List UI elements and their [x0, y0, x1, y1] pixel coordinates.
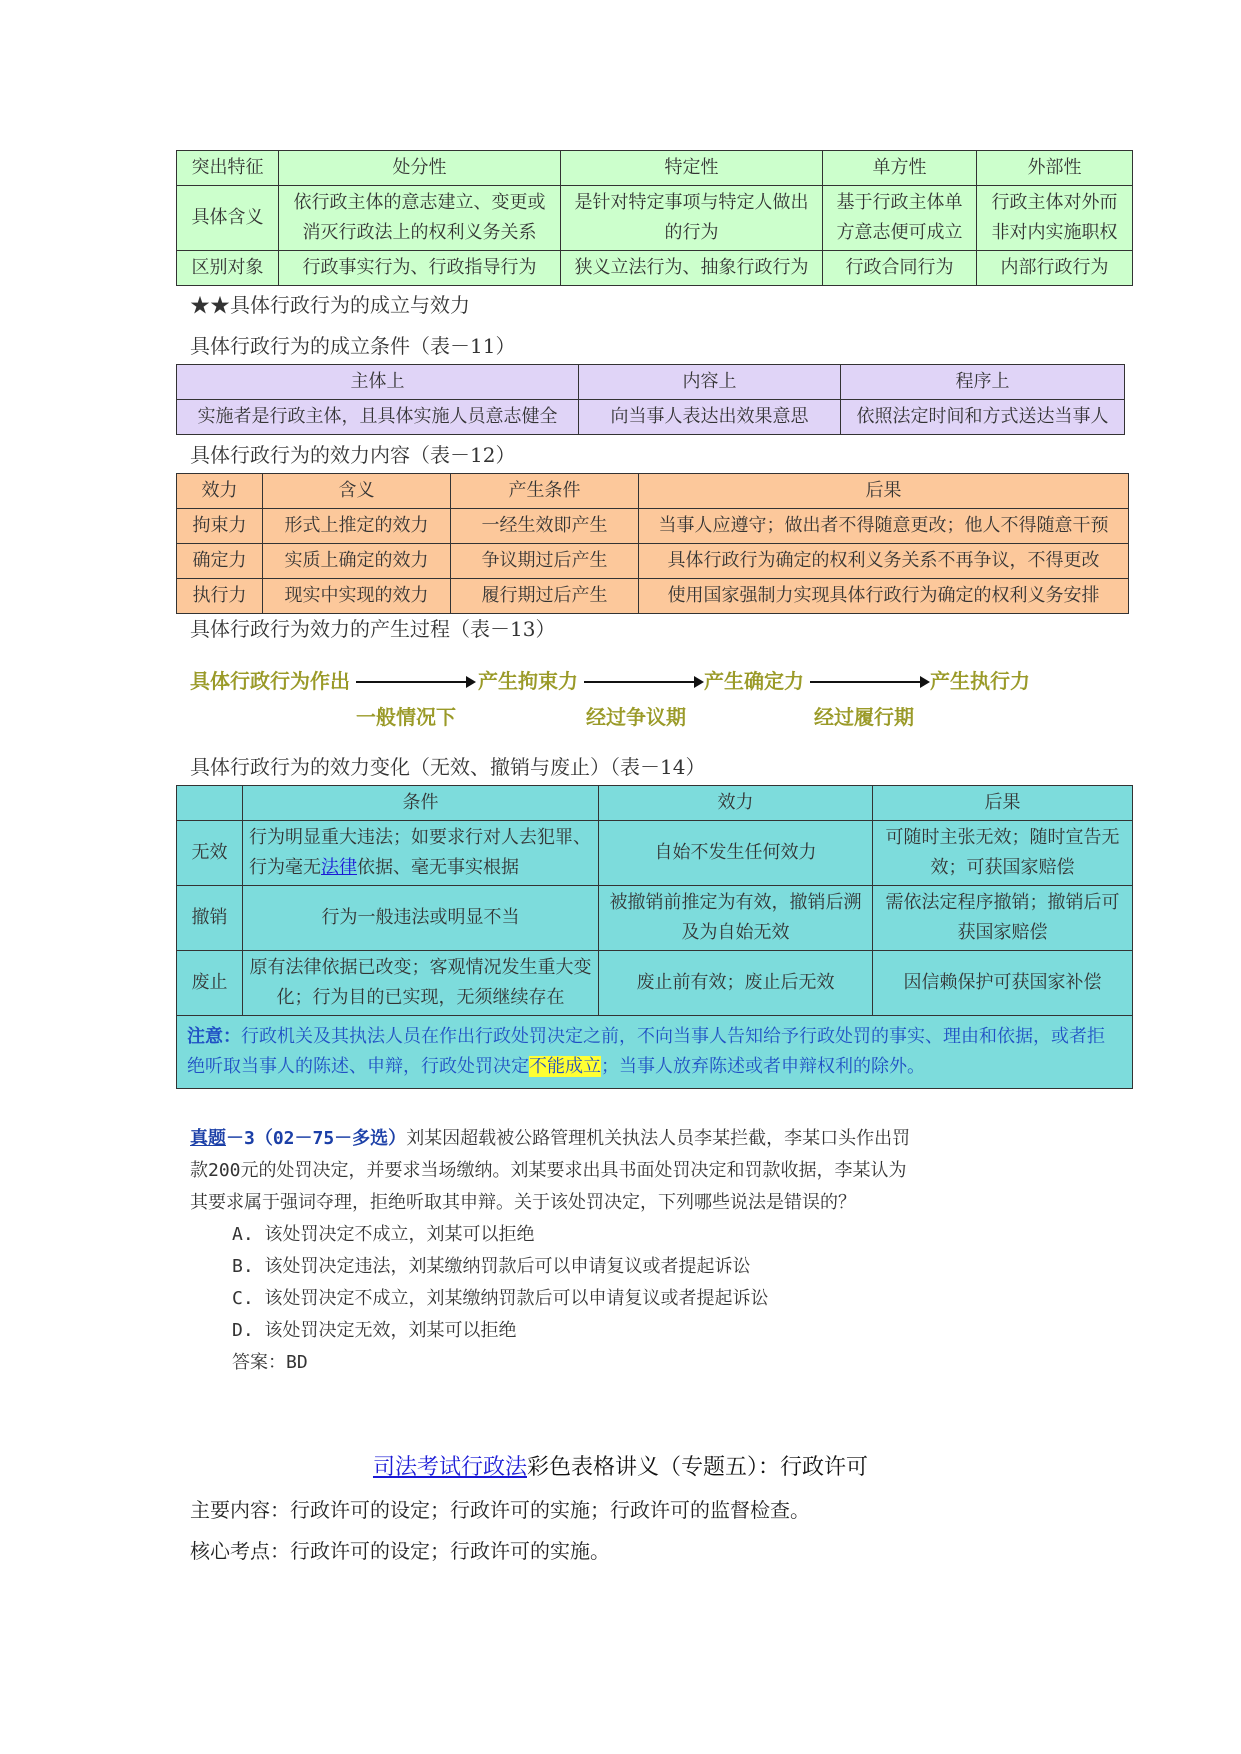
table-11-header-cell: 程序上 [841, 365, 1125, 400]
features-cell: 行政主体对外而非对内实施职权 [977, 186, 1133, 251]
section-title: ★★具体行政行为的成立与效力 [190, 293, 470, 317]
features-header-cell: 单方性 [823, 151, 977, 186]
page-heading [0, 1450, 1241, 1481]
features-cell: 具体含义 [177, 186, 279, 251]
features-header-cell: 处分性 [279, 151, 561, 186]
table-14-note [177, 1016, 1133, 1089]
question-code: －3（02－75－多选） [226, 1128, 407, 1149]
table-14-row-label: 废止 [177, 951, 243, 1016]
features-header-cell: 突出特征 [177, 151, 279, 186]
features-cell: 是针对特定事项与特定人做出的行为 [561, 186, 823, 251]
features-cell: 行政合同行为 [823, 251, 977, 286]
question-option: C. 该处罚决定不成立，刘某缴纳罚款后可以申请复议或者提起诉讼 [232, 1288, 769, 1309]
flow-arrow-line [584, 681, 694, 683]
table-14-header-cell: 效力 [599, 786, 873, 821]
table-11 [176, 364, 1125, 435]
question-stem: 刘某因超载被公路管理机关执法人员李某拦截，李某口头作出罚 [406, 1128, 911, 1149]
condition-text: 行为明显重大违法；如要求行对人去犯罪、行为毫无 [249, 827, 591, 878]
flow-condition: 经过履行期 [814, 705, 914, 729]
table-14-cell [243, 821, 599, 886]
table-14-cell: 废止前有效；废止后无效 [599, 951, 873, 1016]
question-tag-link[interactable]: 真题 [190, 1128, 226, 1149]
question-option: D. 该处罚决定无效，刘某可以拒绝 [232, 1320, 517, 1341]
flow-arrow-line [356, 681, 466, 683]
flow-step: 产生执行力 [930, 669, 1030, 693]
main-content: 主要内容：行政许可的设定；行政许可的实施；行政许可的监督检查。 [190, 1498, 810, 1522]
table-14-row-label: 无效 [177, 821, 243, 886]
table-12-cell: 争议期过后产生 [451, 544, 639, 579]
table-11-cell: 依照法定时间和方式送达当事人 [841, 400, 1125, 435]
table-12-cell: 履行期过后产生 [451, 579, 639, 614]
table-11-cell: 向当事人表达出效果意思 [579, 400, 841, 435]
table-14-header-cell: 条件 [243, 786, 599, 821]
table-14-row-label: 撤销 [177, 886, 243, 951]
table-12-cell: 具体行政行为确定的权利义务关系不再争议，不得更改 [639, 544, 1129, 579]
table-14-header-cell [177, 786, 243, 821]
flow-step: 具体行政行为作出 [190, 669, 350, 693]
table-11-header-cell: 内容上 [579, 365, 841, 400]
note-label: 注意： [187, 1026, 241, 1047]
table-11-cell: 实施者是行政主体，且具体实施人员意志健全 [177, 400, 579, 435]
table-12-cell: 当事人应遵守；做出者不得随意更改；他人不得随意干预 [639, 509, 1129, 544]
table-14-cell: 因信赖保护可获国家补偿 [873, 951, 1133, 1016]
caption-table-13: 具体行政行为效力的产生过程（表－13） [190, 617, 556, 641]
table-14-cell: 自始不发生任何效力 [599, 821, 873, 886]
question-option: A. 该处罚决定不成立，刘某可以拒绝 [232, 1224, 535, 1245]
table-12-header-cell: 效力 [177, 474, 263, 509]
table-12 [176, 473, 1129, 614]
table-12-cell: 执行力 [177, 579, 263, 614]
table-12-cell: 使用国家强制力实现具体行政行为确定的权利义务安排 [639, 579, 1129, 614]
heading-link[interactable]: 司法考试行政法 [372, 1455, 527, 1480]
table-14-cell: 可随时主张无效；随时宣告无效；可获国家赔偿 [873, 821, 1133, 886]
table-12-cell: 形式上推定的效力 [263, 509, 451, 544]
features-cell: 区别对象 [177, 251, 279, 286]
question-stem-line: 其要求属于强词夺理，拒绝听取其申辩。关于该处罚决定，下列哪些说法是错误的？ [190, 1192, 856, 1213]
question-answer: 答案：BD [232, 1352, 308, 1373]
exam-question [190, 1123, 1110, 1379]
table-12-cell: 确定力 [177, 544, 263, 579]
caption-table-12: 具体行政行为的效力内容（表－12） [190, 443, 516, 467]
table-12-header-cell: 后果 [639, 474, 1129, 509]
features-cell: 狭义立法行为、抽象行政行为 [561, 251, 823, 286]
table-14-cell: 行为一般违法或明显不当 [243, 886, 599, 951]
table-14 [176, 785, 1133, 1089]
table-14-header-cell: 后果 [873, 786, 1133, 821]
caption-table-14: 具体行政行为的效力变化（无效、撤销与废止）（表－14） [190, 755, 706, 779]
features-cell: 内部行政行为 [977, 251, 1133, 286]
question-stem-line [190, 1123, 1110, 1155]
features-cell: 依行政主体的意志建立、变更或消灭行政法上的权利义务关系 [279, 186, 561, 251]
flow-step: 产生拘束力 [478, 669, 578, 693]
features-header-cell: 外部性 [977, 151, 1133, 186]
table-14-cell: 被撤销前推定为有效，撤销后溯及为自始无效 [599, 886, 873, 951]
note-text: 行政机关及其执法人员在作出行政处罚决定之前，不向当事人告知给予行政处罚的事实、理由和依据，或者拒绝听取当事人的陈述、申辩，行政处罚决定 [187, 1026, 1105, 1077]
features-header-cell: 特定性 [561, 151, 823, 186]
flow-arrow-head-icon [920, 676, 930, 688]
table-12-cell: 现实中实现的效力 [263, 579, 451, 614]
table-12-header-cell: 含义 [263, 474, 451, 509]
condition-text: 依据、毫无事实根据 [357, 857, 519, 878]
flow-arrow-line [810, 681, 920, 683]
table-11-header-cell: 主体上 [177, 365, 579, 400]
note-text: ；当事人放弃陈述或者申辩权利的除外。 [601, 1056, 925, 1077]
question-stem-line: 款200元的处罚决定，并要求当场缴纳。刘某要求出具书面处罚决定和罚款收据，李某认为 [190, 1160, 907, 1181]
table-14-cell: 原有法律依据已改变；客观情况发生重大变化；行为目的已实现，无须继续存在 [243, 951, 599, 1016]
law-link[interactable]: 法律 [321, 857, 357, 878]
flow-condition: 一般情况下 [356, 705, 456, 729]
table-12-cell: 拘束力 [177, 509, 263, 544]
core-points: 核心考点：行政许可的设定；行政许可的实施。 [190, 1539, 610, 1563]
flow-arrow-head-icon [694, 676, 704, 688]
table-12-cell: 一经生效即产生 [451, 509, 639, 544]
features-cell: 基于行政主体单方意志便可成立 [823, 186, 977, 251]
table-14-cell: 需依法定程序撤销；撤销后可获国家赔偿 [873, 886, 1133, 951]
flow-step: 产生确定力 [704, 669, 804, 693]
features-table [176, 150, 1133, 286]
caption-table-11: 具体行政行为的成立条件（表－11） [190, 334, 516, 358]
flow-condition: 经过争议期 [586, 705, 686, 729]
question-option: B. 该处罚决定违法，刘某缴纳罚款后可以申请复议或者提起诉讼 [232, 1256, 751, 1277]
table-12-cell: 实质上确定的效力 [263, 544, 451, 579]
note-highlight: 不能成立 [529, 1056, 601, 1077]
features-cell: 行政事实行为、行政指导行为 [279, 251, 561, 286]
table-12-header-cell: 产生条件 [451, 474, 639, 509]
heading-text: 彩色表格讲义（专题五）：行政许可 [527, 1455, 869, 1480]
flow-arrow-head-icon [466, 676, 476, 688]
